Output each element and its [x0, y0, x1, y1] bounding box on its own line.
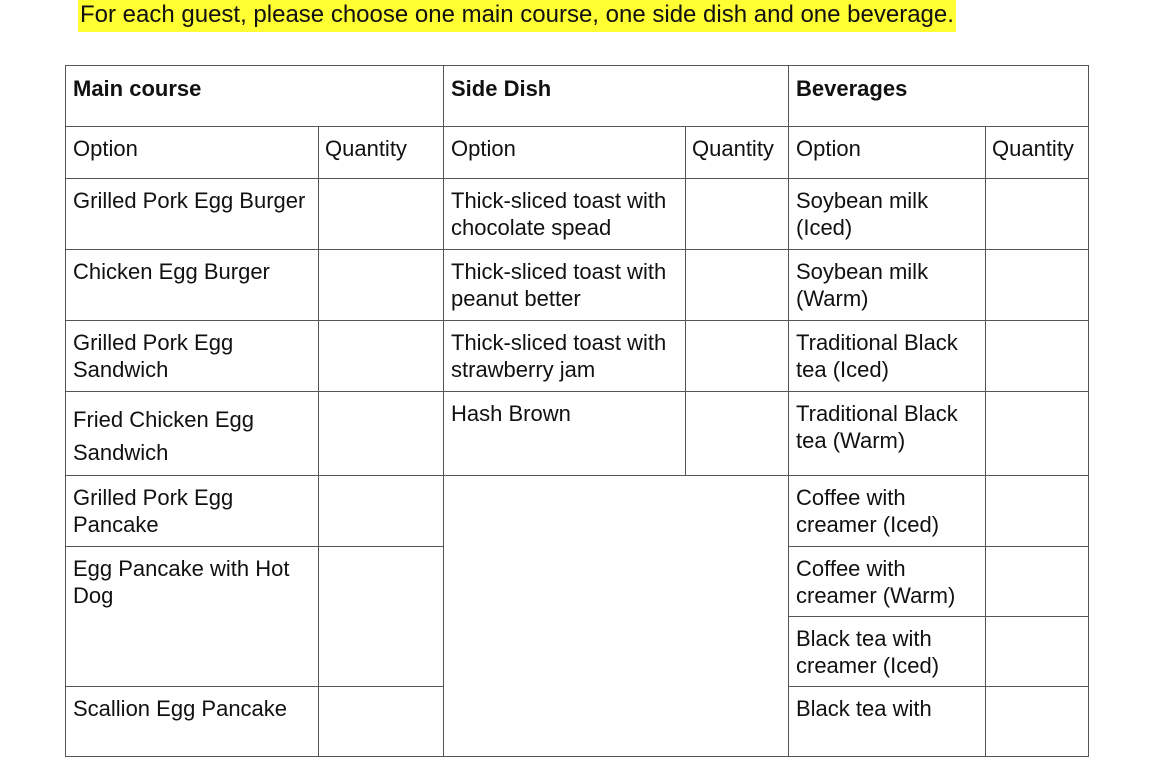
beverage-option: Traditional Black tea (Iced) [789, 321, 986, 392]
instruction-banner: For each guest, please choose one main course, one side dish and one beverage. [78, 0, 956, 32]
beverage-option: Coffee with creamer (Warm) [789, 547, 986, 617]
beverage-option: Traditional Black tea (Warm) [789, 392, 986, 476]
main-option-header: Option [66, 127, 319, 179]
main-course-heading: Main course [66, 66, 444, 127]
side-dish-quantity-cell[interactable] [686, 392, 789, 476]
beverage-option: Black tea with [789, 687, 986, 757]
side-dish-quantity-cell[interactable] [686, 321, 789, 392]
beverage-quantity-cell[interactable] [986, 687, 1089, 757]
main-course-quantity-cell[interactable] [319, 250, 444, 321]
side-quantity-header: Quantity [686, 127, 789, 179]
beverage-option: Black tea with creamer (Iced) [789, 617, 986, 687]
side-dish-option: Thick-sliced toast with chocolate spead [444, 179, 686, 250]
main-course-option: Grilled Pork Egg Sandwich [66, 321, 319, 392]
beverage-quantity-cell[interactable] [986, 321, 1089, 392]
column-header-row [66, 127, 1089, 179]
side-dish-quantity-cell[interactable] [686, 179, 789, 250]
side-dish-option: Thick-sliced toast with peanut better [444, 250, 686, 321]
beverage-quantity-cell[interactable] [986, 547, 1089, 617]
beverage-option-header: Option [789, 127, 986, 179]
beverage-option: Soybean milk (Warm) [789, 250, 986, 321]
beverage-quantity-cell[interactable] [986, 250, 1089, 321]
main-course-quantity-cell[interactable] [319, 179, 444, 250]
side-dish-option: Hash Brown [444, 392, 686, 476]
main-quantity-header: Quantity [319, 127, 444, 179]
main-course-option: Grilled Pork Egg Pancake [66, 476, 319, 547]
main-course-quantity-cell[interactable] [319, 321, 444, 392]
beverage-quantity-cell[interactable] [986, 179, 1089, 250]
main-course-quantity-cell[interactable] [319, 547, 444, 687]
main-course-option: Fried Chicken Egg Sandwich [66, 392, 319, 476]
main-course-option: Scallion Egg Pancake [66, 687, 319, 757]
beverage-quantity-cell[interactable] [986, 392, 1089, 476]
main-course-option: Egg Pancake with Hot Dog [66, 547, 319, 687]
order-form-table [65, 65, 1089, 757]
main-course-option: Grilled Pork Egg Burger [66, 179, 319, 250]
beverage-option: Coffee with creamer (Iced) [789, 476, 986, 547]
table-row [66, 476, 1089, 547]
side-dish-heading: Side Dish [444, 66, 789, 127]
side-option-header: Option [444, 127, 686, 179]
beverage-option: Soybean milk (Iced) [789, 179, 986, 250]
side-dish-empty-area [444, 476, 789, 757]
beverages-heading: Beverages [789, 66, 1089, 127]
table-row [66, 250, 1089, 321]
main-course-quantity-cell[interactable] [319, 392, 444, 476]
main-course-option: Chicken Egg Burger [66, 250, 319, 321]
side-dish-option: Thick-sliced toast with strawberry jam [444, 321, 686, 392]
section-header-row [66, 66, 1089, 127]
main-course-quantity-cell[interactable] [319, 476, 444, 547]
beverage-quantity-header: Quantity [986, 127, 1089, 179]
table-row [66, 321, 1089, 392]
table-row [66, 392, 1089, 476]
beverage-quantity-cell[interactable] [986, 617, 1089, 687]
main-course-quantity-cell[interactable] [319, 687, 444, 757]
table-row [66, 179, 1089, 250]
side-dish-quantity-cell[interactable] [686, 250, 789, 321]
beverage-quantity-cell[interactable] [986, 476, 1089, 547]
